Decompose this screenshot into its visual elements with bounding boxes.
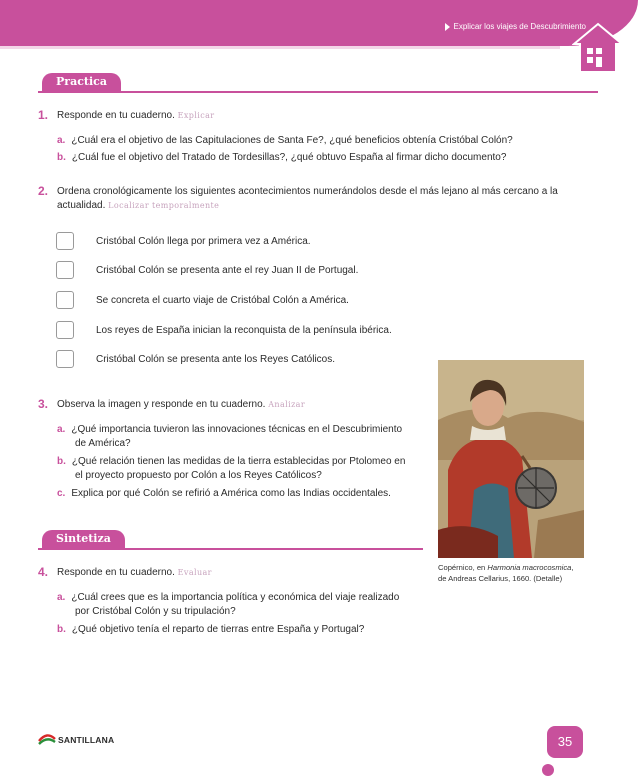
question-number-2: 2. — [38, 184, 49, 198]
breadcrumb[interactable] — [445, 22, 587, 31]
question-4-text: Responde en tu cuaderno. — [57, 567, 175, 578]
question-3b-cont: el proyecto propuesto por Colón a los Reyes Católicos? — [75, 470, 322, 481]
order-input-box[interactable] — [56, 232, 74, 250]
page-number: 35 — [547, 726, 583, 758]
question-3a-cont: de América? — [75, 438, 131, 449]
order-item — [56, 320, 392, 340]
caption-italic: Harmonia macrocosmica — [487, 563, 572, 572]
question-1-prompt — [57, 109, 215, 123]
question-4-skill: Evaluar — [177, 568, 212, 577]
santillana-logo-icon — [38, 733, 56, 747]
question-4a-text: ¿Cuál crees que es la importancia política y económica del viaje realizado — [71, 592, 400, 603]
copernicus-portrait-image — [438, 360, 584, 558]
section-rule-sintetiza — [38, 548, 423, 550]
order-input-box[interactable] — [56, 261, 74, 279]
breadcrumb-label: Explicar los viajes de Descubrimiento — [453, 22, 586, 31]
question-3a-text: ¿Qué importancia tuvieron las innovaciones técnicas en el Descubrimiento — [71, 424, 403, 435]
caption-post: , — [571, 563, 574, 572]
question-1-skill: Explicar — [177, 111, 215, 120]
question-1b — [57, 151, 506, 165]
triangle-right-icon — [445, 23, 450, 31]
question-number-3: 3. — [38, 397, 49, 411]
question-3a — [57, 423, 402, 437]
publisher-name: SANTILLANA — [58, 735, 115, 745]
order-item-text: Cristóbal Colón se presenta ante el rey Juan II de Portugal. — [96, 264, 359, 276]
question-3b-label: b. — [57, 456, 66, 467]
house-icon — [572, 22, 624, 74]
question-1a-text: ¿Cuál era el objetivo de las Capitulaciones de Santa Fe?, ¿qué beneficios obtenía Cristóbal Colón? — [71, 135, 513, 146]
question-4b-text: ¿Qué objetivo tenía el reparto de tierras entre España y Portugal? — [71, 624, 365, 635]
question-1a — [57, 134, 513, 148]
order-input-box[interactable] — [56, 321, 74, 339]
image-caption — [438, 562, 598, 584]
question-3a-label: a. — [57, 424, 66, 435]
question-2-text-end: actualidad. — [57, 200, 106, 211]
question-2-line2 — [57, 199, 219, 213]
section-tab-practica: Practica — [42, 73, 121, 91]
header-divider — [0, 46, 560, 49]
question-number-4: 4. — [38, 565, 49, 579]
question-3c-label: c. — [57, 488, 66, 499]
question-1b-text: ¿Cuál fue el objetivo del Tratado de Tordesillas?, ¿qué obtuvo España al firmar dicho documento? — [71, 152, 507, 163]
question-1a-label: a. — [57, 135, 66, 146]
order-item — [56, 260, 359, 280]
page-dot-decoration — [542, 764, 554, 776]
order-item — [56, 290, 349, 310]
question-3c-text: Explica por qué Colón se refirió a América como las Indias occidentales. — [71, 488, 391, 499]
question-3c — [57, 487, 391, 501]
order-input-box[interactable] — [56, 291, 74, 309]
question-3-text: Observa la imagen y responde en tu cuaderno. — [57, 399, 266, 410]
question-4a-cont: por Cristóbal Colón y su tripulación? — [75, 606, 236, 617]
question-1-text: Responde en tu cuaderno. — [57, 110, 175, 121]
order-input-box[interactable] — [56, 350, 74, 368]
section-rule-practica — [38, 91, 598, 93]
question-3b — [57, 455, 405, 469]
question-2-skill: Localizar temporalmente — [108, 201, 220, 210]
question-4b — [57, 623, 364, 637]
question-2-line1: Ordena cronológicamente los siguientes acontecimientos numerándolos desde el más lejano al más cercano a la — [57, 186, 558, 197]
order-item — [56, 231, 311, 251]
question-3-prompt — [57, 398, 305, 412]
order-item-text: Cristóbal Colón llega por primera vez a América. — [96, 235, 311, 247]
question-number-1: 1. — [38, 108, 49, 122]
order-item-text: Los reyes de España inician la reconquista de la península ibérica. — [96, 324, 392, 336]
question-4a — [57, 591, 399, 605]
caption-line2: de Andreas Cellarius, 1660. (Detalle) — [438, 574, 563, 583]
question-3-skill: Analizar — [268, 400, 306, 409]
order-item — [56, 349, 336, 369]
publisher-logo — [38, 733, 114, 747]
question-4a-label: a. — [57, 592, 66, 603]
question-4b-label: b. — [57, 624, 66, 635]
section-tab-sintetiza: Sintetiza — [42, 530, 125, 548]
question-4-prompt — [57, 566, 212, 580]
question-1b-label: b. — [57, 152, 66, 163]
order-item-text: Se concreta el cuarto viaje de Cristóbal Colón a América. — [96, 294, 349, 306]
caption-pre: Copérnico, en — [438, 563, 488, 572]
order-item-text: Cristóbal Colón se presenta ante los Reyes Católicos. — [96, 353, 336, 365]
question-3b-text: ¿Qué relación tienen las medidas de la tierra establecidas por Ptolomeo en — [71, 456, 406, 467]
